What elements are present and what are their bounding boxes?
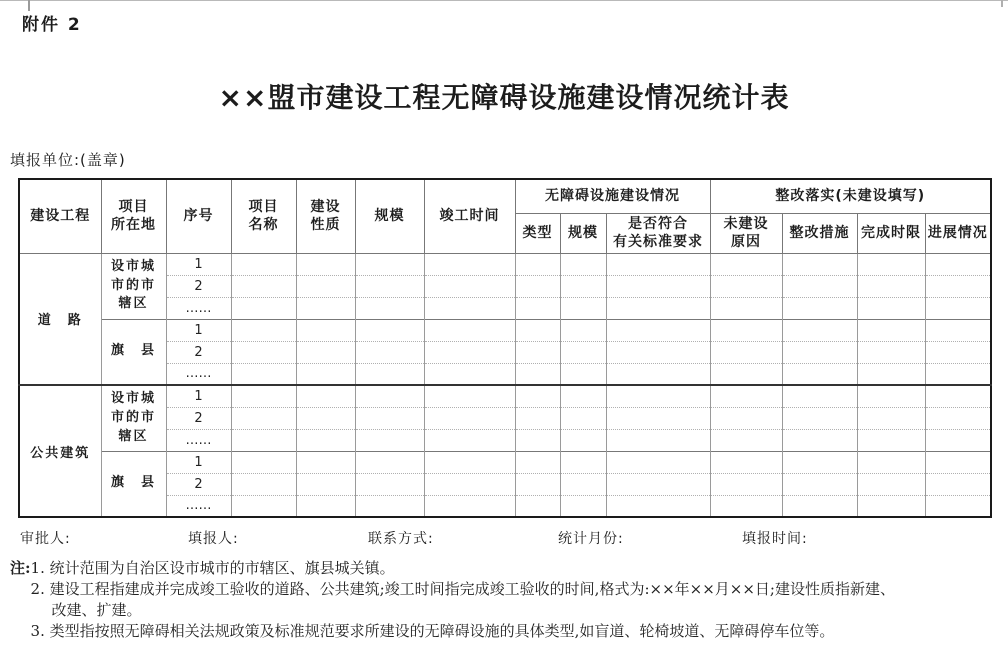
empty-cell [606,407,710,429]
empty-cell [857,319,925,341]
empty-cell [857,451,925,473]
empty-cell [515,385,560,407]
col-header-serial: 序号 [166,179,231,253]
empty-cell [296,319,355,341]
empty-cell [296,253,355,275]
empty-cell [515,253,560,275]
serial-cell: 1 [166,253,231,275]
empty-cell [296,297,355,319]
empty-cell [857,253,925,275]
empty-cell [925,473,991,495]
empty-cell [710,319,782,341]
empty-cell [710,253,782,275]
empty-cell [925,363,991,385]
serial-cell: …… [166,429,231,451]
empty-cell [710,407,782,429]
empty-cell [355,451,424,473]
empty-cell [560,429,606,451]
serial-cell: 1 [166,385,231,407]
empty-cell [424,275,515,297]
empty-cell [925,451,991,473]
col-header-completion-time: 竣工时间 [424,179,515,253]
group-header-accessibility: 无障碍设施建设情况 [515,179,710,213]
empty-cell [925,319,991,341]
empty-cell [857,341,925,363]
empty-cell [231,275,296,297]
empty-cell [925,341,991,363]
empty-cell [857,363,925,385]
section-public-building: 公共建筑 [19,385,101,517]
empty-cell [925,275,991,297]
empty-cell [857,429,925,451]
col-header-name: 项目 名称 [231,179,296,253]
empty-cell [515,363,560,385]
empty-cell [925,429,991,451]
empty-cell [782,297,857,319]
empty-cell [231,473,296,495]
statistics-table [18,178,992,518]
note-item-1: 1. 统计范围为自治区设市城市的市辖区、旗县城关镇。 [30,559,395,577]
empty-cell [606,429,710,451]
empty-cell [424,385,515,407]
signature-row [0,528,1008,548]
empty-cell [782,319,857,341]
empty-cell [606,495,710,517]
empty-cell [296,495,355,517]
empty-cell [782,385,857,407]
empty-cell [606,385,710,407]
empty-cell [296,451,355,473]
empty-cell [355,473,424,495]
empty-cell [424,341,515,363]
area-urban-district: 设市城 市的市 辖区 [101,253,166,319]
empty-cell [560,253,606,275]
empty-cell [355,363,424,385]
empty-cell [231,451,296,473]
empty-cell [606,275,710,297]
empty-cell [782,429,857,451]
serial-cell: 1 [166,451,231,473]
empty-cell [231,363,296,385]
table-row [19,451,991,473]
empty-cell [515,473,560,495]
empty-cell [857,495,925,517]
col-header-facility-scale: 规模 [560,213,606,253]
empty-cell [231,429,296,451]
empty-cell [560,473,606,495]
empty-cell [710,341,782,363]
empty-cell [606,253,710,275]
fill-unit-label: 填报单位:(盖章) [10,151,126,169]
empty-cell [925,407,991,429]
notes-block [10,558,995,642]
area-urban-district: 设市城 市的市 辖区 [101,385,166,451]
empty-cell [710,473,782,495]
col-header-progress: 进展情况 [925,213,991,253]
empty-cell [925,385,991,407]
note-item-3: 3. 类型指按照无障碍相关法规政策及标准规范要求所建设的无障碍设施的具体类型,如盲道、轮椅坡道、无障碍停车位等。 [30,622,835,640]
empty-cell [296,407,355,429]
serial-cell: 2 [166,407,231,429]
empty-cell [355,407,424,429]
empty-cell [355,495,424,517]
empty-cell [710,451,782,473]
empty-cell [710,385,782,407]
serial-cell: …… [166,495,231,517]
attachment-label: 附件 2 [22,15,82,35]
serial-cell: 2 [166,275,231,297]
empty-cell [355,297,424,319]
empty-cell [515,341,560,363]
table-row [19,385,991,407]
empty-cell [782,451,857,473]
empty-cell [424,495,515,517]
preparer-label: 填报人: [188,531,239,547]
empty-cell [857,473,925,495]
empty-cell [424,297,515,319]
table-row [19,319,991,341]
empty-cell [515,407,560,429]
empty-cell [231,341,296,363]
empty-cell [424,319,515,341]
col-header-scale: 规模 [355,179,424,253]
empty-cell [296,275,355,297]
empty-cell [606,341,710,363]
empty-cell [857,385,925,407]
empty-cell [231,495,296,517]
col-header-project: 建设工程 [19,179,101,253]
empty-cell [782,495,857,517]
contact-label: 联系方式: [368,531,434,547]
empty-cell [231,297,296,319]
empty-cell [296,363,355,385]
empty-cell [710,495,782,517]
empty-cell [355,429,424,451]
note-item-2: 2. 建设工程指建成并完成竣工验收的道路、公共建筑;竣工时间指完成竣工验收的时间,格式为:××年××月××日;建设性质指新建、改建、扩建。 [30,580,895,619]
scan-top-line [0,0,1008,1]
serial-cell: 2 [166,341,231,363]
empty-cell [925,297,991,319]
empty-cell [560,319,606,341]
empty-cell [782,407,857,429]
area-county: 旗 县 [101,319,166,385]
empty-cell [560,297,606,319]
area-county: 旗 县 [101,451,166,517]
empty-cell [424,429,515,451]
empty-cell [515,429,560,451]
serial-cell: 2 [166,473,231,495]
notes-label: 注: [10,559,31,577]
empty-cell [782,253,857,275]
empty-cell [925,495,991,517]
empty-cell [710,275,782,297]
col-header-not-built-reason: 未建设 原因 [710,213,782,253]
approver-label: 审批人: [20,531,71,547]
empty-cell [424,473,515,495]
table-row [19,253,991,275]
empty-cell [355,275,424,297]
col-header-nature: 建设 性质 [296,179,355,253]
empty-cell [515,297,560,319]
empty-cell [515,319,560,341]
empty-cell [782,473,857,495]
empty-cell [355,341,424,363]
empty-cell [296,341,355,363]
empty-cell [560,407,606,429]
section-road: 道 路 [19,253,101,385]
empty-cell [606,473,710,495]
page-title: ××盟市建设工程无障碍设施建设情况统计表 [218,81,790,114]
empty-cell [231,253,296,275]
empty-cell [515,451,560,473]
col-header-deadline: 完成时限 [857,213,925,253]
serial-cell: 1 [166,319,231,341]
empty-cell [560,341,606,363]
empty-cell [560,363,606,385]
empty-cell [782,363,857,385]
empty-cell [424,253,515,275]
empty-cell [606,363,710,385]
empty-cell [857,407,925,429]
empty-cell [925,253,991,275]
col-header-location: 项目 所在地 [101,179,166,253]
empty-cell [710,297,782,319]
stat-month-label: 统计月份: [558,531,624,547]
empty-cell [355,319,424,341]
empty-cell [560,451,606,473]
empty-cell [231,407,296,429]
empty-cell [606,451,710,473]
empty-cell [424,363,515,385]
empty-cell [857,275,925,297]
empty-cell [231,319,296,341]
group-header-rectification: 整改落实(未建设填写) [710,179,991,213]
empty-cell [515,275,560,297]
serial-cell: …… [166,363,231,385]
empty-cell [782,275,857,297]
empty-cell [560,275,606,297]
empty-cell [606,319,710,341]
empty-cell [296,429,355,451]
empty-cell [606,297,710,319]
scan-tick-right [1001,0,1003,7]
fill-time-label: 填报时间: [742,531,808,547]
empty-cell [355,385,424,407]
col-header-type: 类型 [515,213,560,253]
empty-cell [710,429,782,451]
empty-cell [355,253,424,275]
empty-cell [424,407,515,429]
empty-cell [782,341,857,363]
empty-cell [231,385,296,407]
serial-cell: …… [166,297,231,319]
empty-cell [296,473,355,495]
empty-cell [710,363,782,385]
col-header-standard-compliance: 是否符合 有关标准要求 [606,213,710,253]
empty-cell [857,297,925,319]
empty-cell [560,385,606,407]
empty-cell [296,385,355,407]
empty-cell [424,451,515,473]
empty-cell [515,495,560,517]
col-header-measures: 整改措施 [782,213,857,253]
empty-cell [560,495,606,517]
